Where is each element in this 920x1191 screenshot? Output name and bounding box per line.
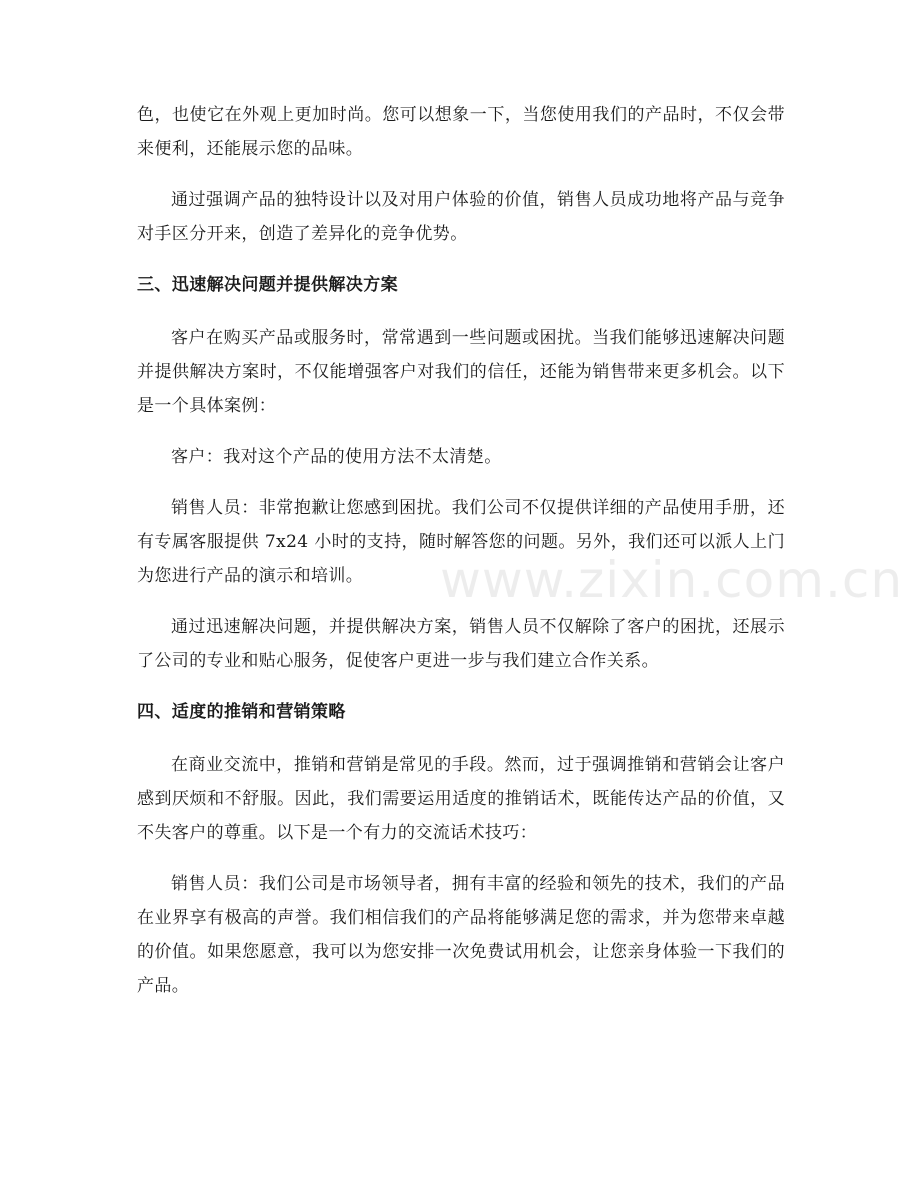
watermark-text: www.zixin.com.cn — [440, 551, 904, 609]
paragraph-problem-intro: 客户在购买产品或服务时，常常遇到一些问题或困扰。当我们能够迅速解决问题并提供解决方案时，不仅能增强客户对我们的信任，还能为销售带来更多机会。以下是一个具体案例： — [137, 328, 785, 416]
section-heading-3: 三、迅速解决问题并提供解决方案 — [137, 275, 398, 295]
paragraph-sales-response: 销售人员：非常抱歉让您感到困扰。我们公司不仅提供详细的产品使用手册，还有专属客服提供 7x24 小时的支持，随时解答您的问题。另外，我们还可以派人上门为您进行产品的演示和培训。 — [137, 498, 785, 586]
paragraph-customer-quote: 客户：我对这个产品的使用方法不太清楚。 — [171, 447, 502, 467]
paragraph-design-continuation: 色，也使它在外观上更加时尚。您可以想象一下，当您使用我们的产品时，不仅会带来便利，还能展示您的品味。 — [137, 105, 785, 159]
paragraph-sales-pitch: 销售人员：我们公司是市场领导者，拥有丰富的经验和领先的技术，我们的产品在业界享有极高的声誉。我们相信我们的产品将能够满足您的需求，并为您带来卓越的价值。如果您愿意，我可以为您安排一次免费试用机会，让您亲身体验一下我们的产品。 — [137, 874, 785, 996]
paragraph-design-summary: 通过强调产品的独特设计以及对用户体验的价值，销售人员成功地将产品与竞争对手区分开来，创造了差异化的竞争优势。 — [137, 190, 785, 244]
section-heading-4: 四、适度的推销和营销策略 — [137, 702, 346, 722]
paragraph-problem-summary: 通过迅速解决问题，并提供解决方案，销售人员不仅解除了客户的困扰，还展示了公司的专业和贴心服务，促使客户更进一步与我们建立合作关系。 — [137, 617, 785, 671]
paragraph-marketing-intro: 在商业交流中，推销和营销是常见的手段。然而，过于强调推销和营销会让客户感到厌烦和不舒服。因此，我们需要运用适度的推销话术，既能传达产品的价值，又不失客户的尊重。以下是一个有力的交流话术技巧： — [137, 755, 785, 843]
